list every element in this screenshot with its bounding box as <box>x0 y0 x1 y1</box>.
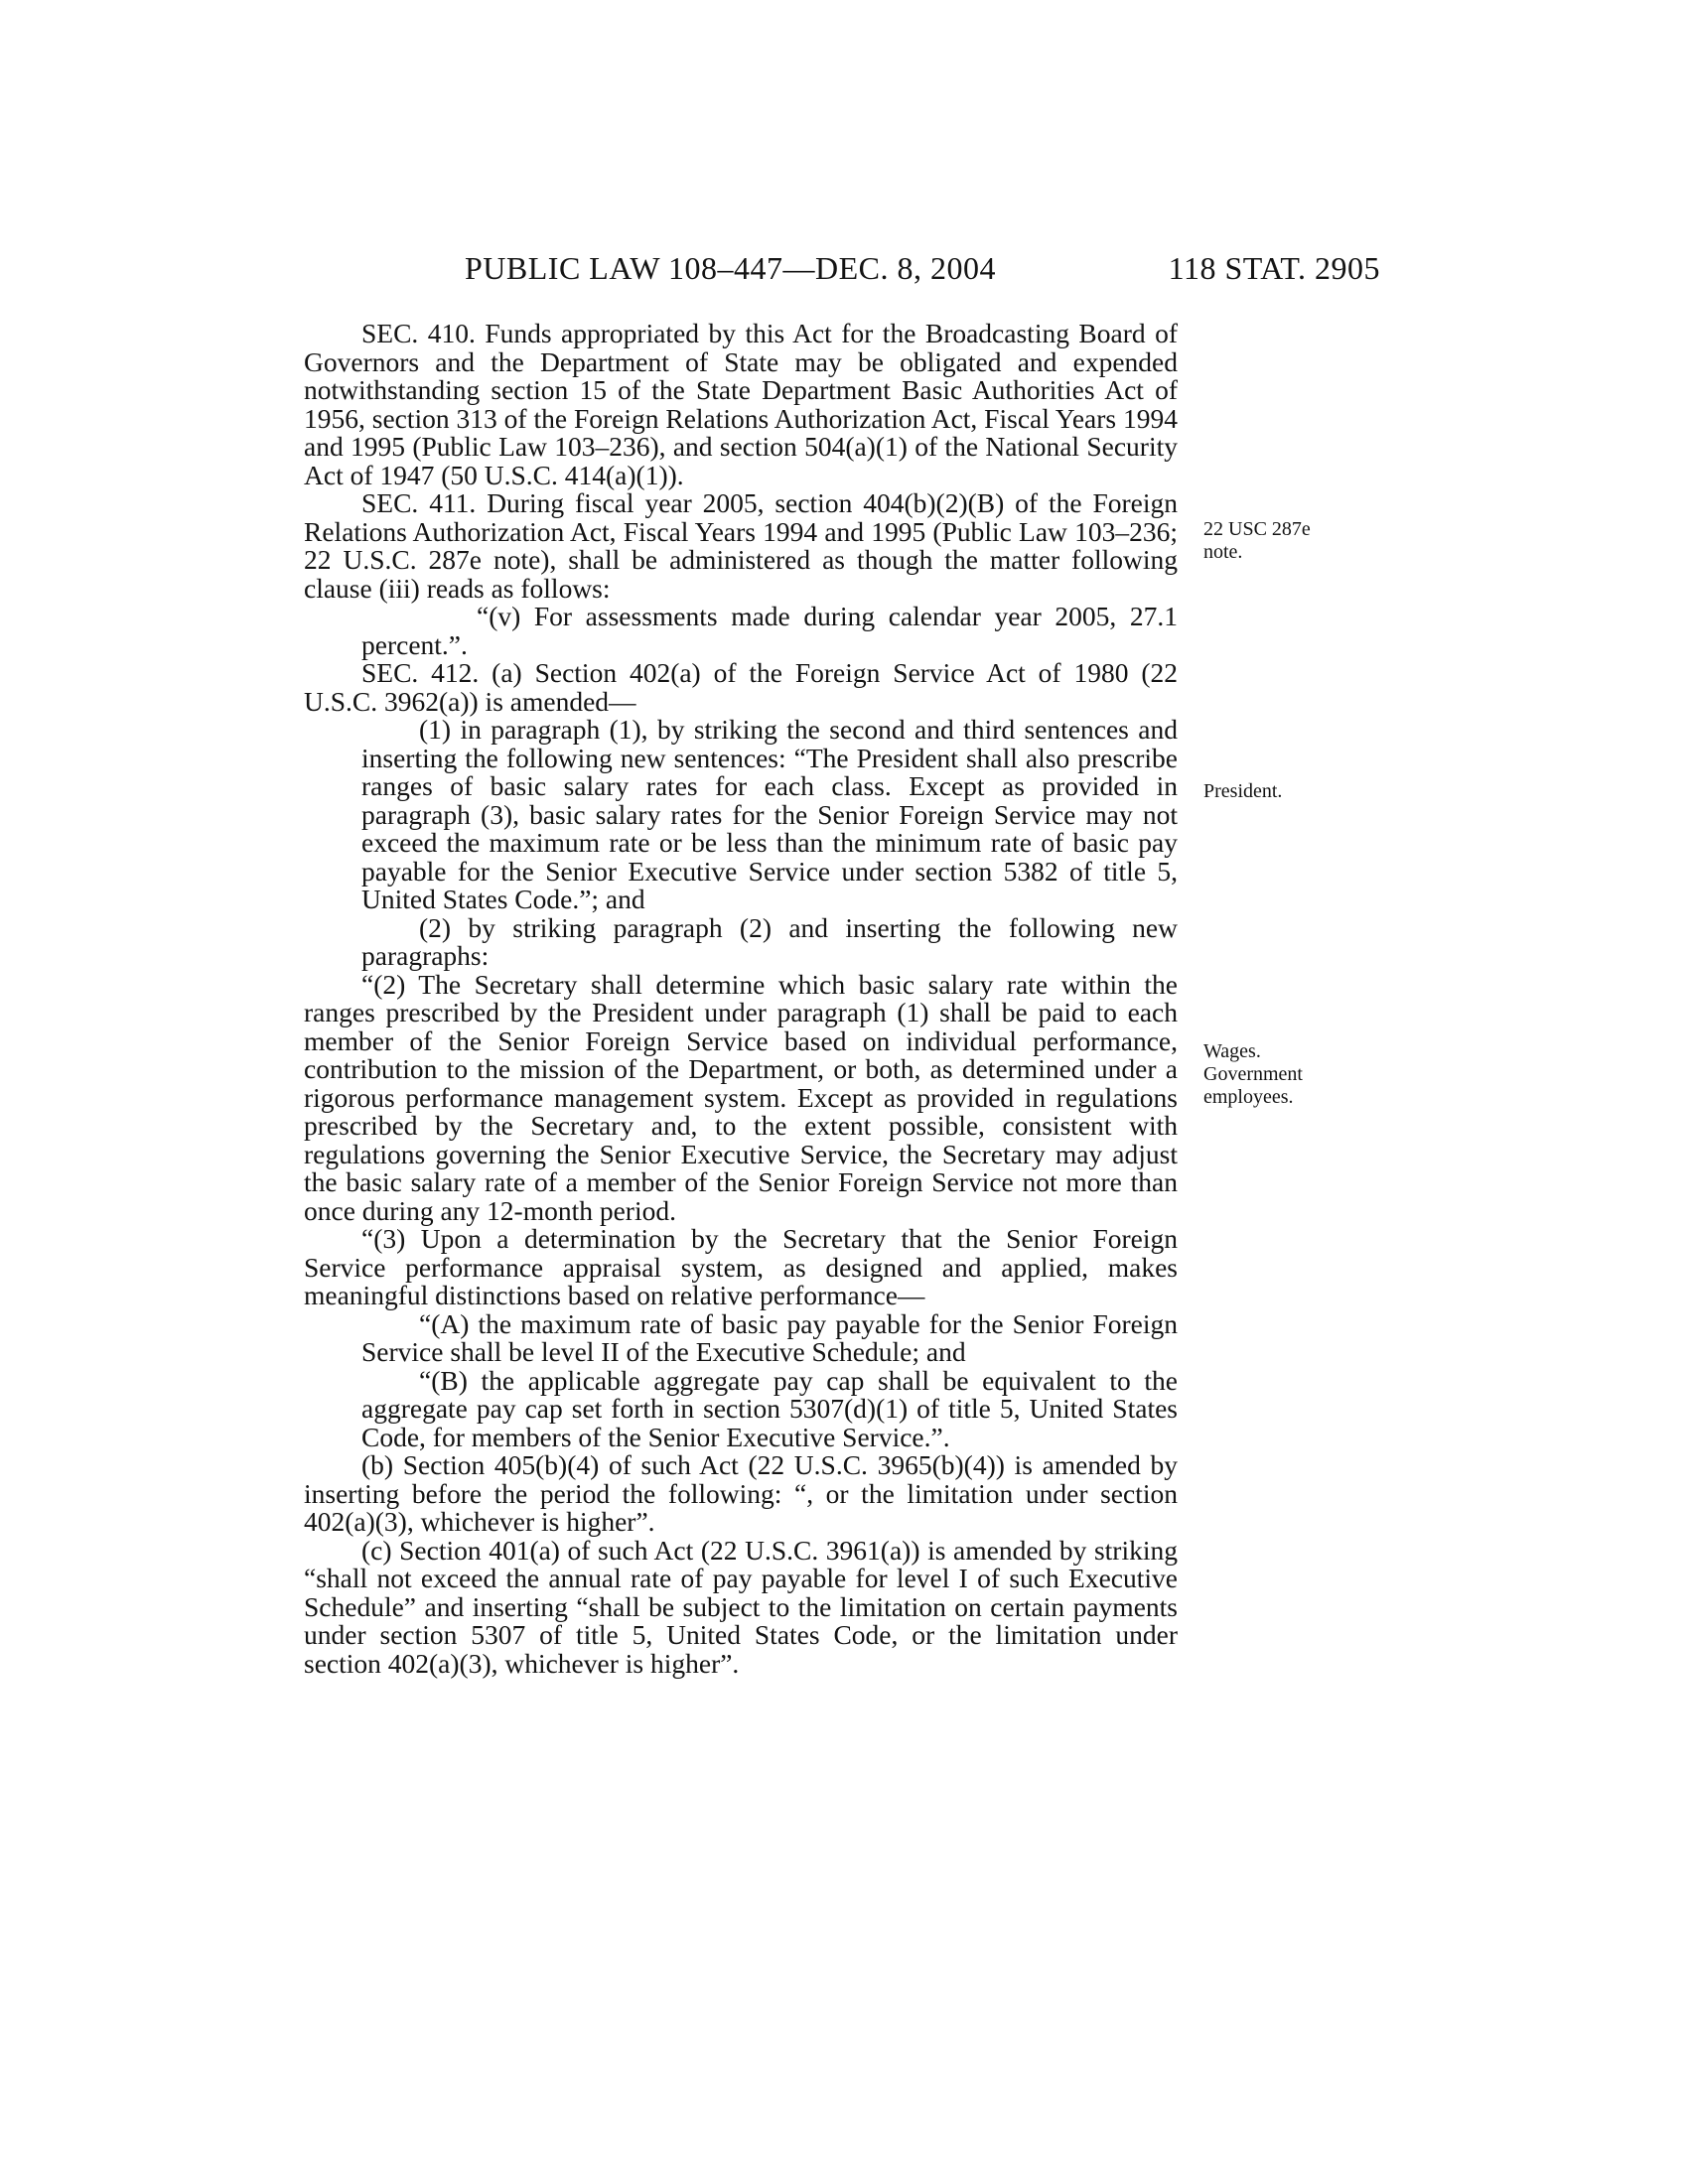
margin-note-president-text: President. <box>1203 780 1283 802</box>
quoted-paragraph-2: “(2) The Secretary shall determine which basic salary rate within the ranges prescribed by the President under paragraph (1) shall be paid to each member of the Senior Foreign Service based on individual performance, contribution to the mission of the Department, or both, as determined under a rigorous performance management system. Except as provided in regulations prescribed by the Secretary and, to the extent possible, consistent with regulations governing the Senior Executive Service, the Secretary may adjust the basic salary rate of a member of the Senior Foreign Service not more than once during any 12-month period. <box>304 968 1178 1226</box>
margin-note-usc-line1: 22 USC 287e <box>1203 518 1311 540</box>
quoted-paragraph-3: “(3) Upon a determination by the Secretary that the Senior Foreign Service performance appraisal system, as designed and applied, makes meaningful distinctions based on relative performance— <box>304 1223 1178 1310</box>
quoted-subparagraph-A: “(A) the maximum rate of basic pay payable for the Senior Foreign Service shall be level II of the Executive Schedule; and <box>361 1307 1178 1367</box>
margin-note-wages-line3: employees. <box>1203 1086 1294 1108</box>
margin-note-wages-line2: Government <box>1203 1063 1303 1085</box>
quoted-subparagraph-B: “(B) the applicable aggregate pay cap shall be equivalent to the aggregate pay cap set forth in section 5307(d)(1) of title 5, United States Code, for members of the Senior Executive Service.”. <box>361 1364 1178 1452</box>
section-410: SEC. 410. Funds appropriated by this Act for the Broadcasting Board of Governors and the Department of State may be obligated and expended notwithstanding section 15 of the State Department Basic Authorities Act of 1956, section 313 of the Foreign Relations Authorization Act, Fiscal Years 1994 and 1995 (Public Law 103–236), and section 504(a)(1) of the National Security Act of 1947 (50 U.S.C. 414(a)(1)). <box>304 318 1178 490</box>
section-412-c: (c) Section 401(a) of such Act (22 U.S.C. 3961(a)) is amended by striking “shall not exceed the annual rate of pay payable for level I of such Executive Schedule” and inserting “shall be subject to the limitation on certain payments under section 5307 of title 5, United States Code, or the limitation under section 402(a)(3), whichever is higher”. <box>304 1534 1178 1679</box>
page-header <box>298 250 1380 290</box>
section-412-a-paragraph-1: (1) in paragraph (1), by striking the second and third sentences and inserting the following new sentences: “The President shall also prescribe ranges of basic salary rates for each class. Except as provided in paragraph (3), basic salary rates for the Senior Foreign Service may not exceed the maximum rate or be less than the minimum rate of basic pay payable for the Senior Executive Service under section 5382 of title 5, United States Code.”; and <box>361 714 1178 914</box>
running-head-statute-page: 118 STAT. 2905 <box>1168 250 1380 286</box>
section-411: SEC. 411. During fiscal year 2005, section 404(b)(2)(B) of the Foreign Relations Authorization Act, Fiscal Years 1994 and 1995 (Public Law 103–236; 22 U.S.C. 287e note), shall be administered as though the matter following clause (iii) reads as follows: <box>304 487 1178 604</box>
margin-note-wages <box>1203 1040 1352 1109</box>
margin-note-usc <box>1203 518 1352 564</box>
running-head-law: PUBLIC LAW 108–447—DEC. 8, 2004 <box>465 250 997 286</box>
main-text-column <box>304 320 1178 1678</box>
section-412-a: SEC. 412. (a) Section 402(a) of the Foreign Service Act of 1980 (22 U.S.C. 3962(a)) is amended— <box>304 657 1178 717</box>
section-411-clause-v: “(v) For assessments made during calendar year 2005, 27.1 percent.”. <box>361 601 1178 660</box>
section-412-a-paragraph-2: (2) by striking paragraph (2) and inserting the following new paragraphs: <box>361 911 1178 971</box>
margin-note-president <box>1203 780 1352 803</box>
section-412-b: (b) Section 405(b)(4) of such Act (22 U.S.C. 3965(b)(4)) is amended by inserting before the period the following: “, or the limitation under section 402(a)(3), whichever is higher”. <box>304 1449 1178 1537</box>
margin-note-usc-line2: note. <box>1203 541 1243 563</box>
margin-note-wages-line1: Wages. <box>1203 1040 1261 1062</box>
